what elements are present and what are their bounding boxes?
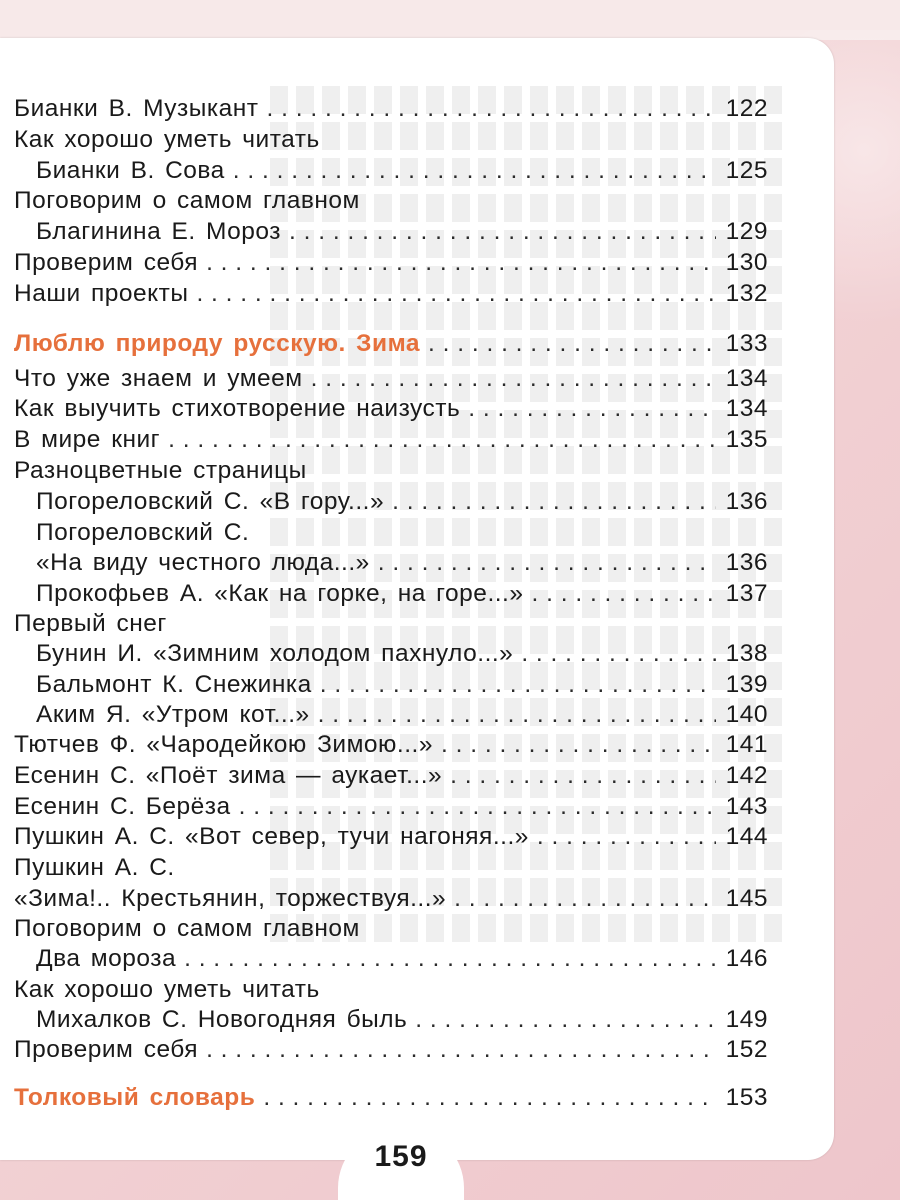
toc-entry-page: 139 — [725, 671, 768, 698]
dot-leader — [176, 944, 716, 974]
dot-leader — [529, 822, 716, 852]
toc-entry-title: Прокофьев А. «Как на горке, на горе...» — [36, 580, 524, 607]
toc-entry — [14, 425, 768, 455]
toc-entry-title: Благинина Е. Мороз — [36, 218, 281, 245]
toc-entry-page: 143 — [725, 793, 768, 820]
toc-entry-page: 122 — [725, 95, 768, 122]
dot-leader — [446, 884, 715, 914]
toc-entry-page: 129 — [725, 218, 768, 245]
toc-entry — [36, 518, 768, 548]
toc-entry-page: 132 — [725, 280, 768, 307]
toc-entry — [14, 364, 768, 394]
toc-entry-page: 134 — [725, 365, 768, 392]
toc-entry-page: 141 — [725, 731, 768, 758]
dot-leader — [433, 730, 716, 760]
toc-entry-title: Поговорим о самом главном — [14, 187, 360, 214]
toc-entry — [36, 670, 768, 700]
toc-entry — [14, 822, 768, 852]
dot-leader — [255, 1083, 715, 1113]
toc-entry — [36, 639, 768, 669]
toc-entry — [14, 853, 768, 883]
toc-entry-title: Погореловский С. «В гору...» — [36, 488, 385, 515]
toc-entry-page: 133 — [725, 330, 768, 357]
toc-entry-page: 146 — [725, 945, 768, 972]
toc-entry-page: 152 — [725, 1036, 768, 1063]
toc-entry-title: Бальмонт К. Снежинка — [36, 671, 312, 698]
toc-entry-title: Бианки В. Музыкант — [14, 95, 259, 122]
toc-entry-title: Бунин И. «Зимним холодом пахнуло...» — [36, 640, 514, 667]
toc-entry-title: Наши проекты — [14, 280, 189, 307]
toc-entry — [14, 1035, 768, 1065]
dot-leader — [310, 700, 716, 730]
toc-entry — [14, 914, 768, 944]
dot-leader — [384, 487, 716, 517]
toc-entry — [36, 156, 768, 186]
dot-leader — [198, 1035, 716, 1065]
toc-entry-title: Проверим себя — [14, 249, 199, 276]
toc-entry — [36, 217, 768, 247]
dot-leader — [442, 761, 715, 791]
page-number: 159 — [374, 1140, 428, 1173]
toc-entry — [36, 944, 768, 974]
dot-leader — [312, 670, 716, 700]
toc-entry-title: Погореловский С. — [36, 519, 250, 546]
toc-entry — [36, 1005, 768, 1035]
toc-entry — [14, 792, 768, 822]
toc-entry — [14, 884, 768, 914]
dot-leader — [225, 156, 716, 186]
dot-leader — [420, 329, 716, 359]
toc-entry-page: 130 — [725, 249, 768, 276]
toc-entry-title: Толковый словарь — [14, 1084, 256, 1111]
toc-entry-title: «Зима!.. Крестьянин, торжествуя...» — [14, 885, 447, 912]
toc-entry-page: 145 — [725, 885, 768, 912]
toc-section-heading — [14, 1083, 768, 1113]
toc-entry-title: Люблю природу русскую. Зима — [14, 330, 420, 357]
toc-entry — [14, 248, 768, 278]
toc-entry-title: Проверим себя — [14, 1036, 199, 1063]
dot-leader — [198, 248, 716, 278]
toc-entry-page: 125 — [725, 157, 768, 184]
toc-entry — [14, 125, 768, 155]
toc-entry-title: Первый снег — [14, 610, 167, 637]
toc-entry-title: Как выучить стихотворение наизусть — [14, 395, 461, 422]
toc-entry-page: 140 — [725, 701, 768, 728]
toc-entry-page: 142 — [725, 762, 768, 789]
dot-leader — [407, 1005, 715, 1035]
toc-entry — [14, 730, 768, 760]
dot-leader — [460, 394, 715, 424]
toc-entry-title: «На виду честного люда...» — [36, 549, 370, 576]
toc-entry-title: В мире книг — [14, 426, 161, 453]
toc-entry-title: Бианки В. Сова — [36, 157, 225, 184]
toc-entry — [14, 394, 768, 424]
toc-entry-page: 144 — [725, 823, 768, 850]
toc-entry-page: 135 — [725, 426, 768, 453]
toc-entry-title: Пушкин А. С. «Вот север, тучи нагоняя...» — [14, 823, 529, 850]
toc-entry — [14, 279, 768, 309]
background-top — [0, 0, 900, 40]
toc-entry-page: 134 — [725, 395, 768, 422]
toc-entry-page: 137 — [725, 580, 768, 607]
toc-entry-title: Михалков С. Новогодняя быль — [36, 1006, 408, 1033]
toc-entry-page: 153 — [725, 1084, 768, 1111]
dot-leader — [231, 792, 716, 822]
dot-leader — [281, 217, 716, 247]
toc-entry-title: Разноцветные страницы — [14, 457, 307, 484]
toc-entry — [36, 700, 768, 730]
toc-entry — [14, 94, 768, 124]
toc-entry — [36, 548, 768, 578]
book-page — [0, 38, 834, 1160]
dot-leader — [160, 425, 716, 455]
toc-entry-page: 136 — [725, 488, 768, 515]
dot-leader — [303, 364, 716, 394]
toc-entry-page: 149 — [725, 1006, 768, 1033]
toc-entry-title: Есенин С. Берёза — [14, 793, 231, 820]
toc-entry — [14, 761, 768, 791]
toc-entry-title: Аким Я. «Утром кот...» — [36, 701, 310, 728]
toc-entry-page: 138 — [725, 640, 768, 667]
toc-entry-title: Как хорошо уметь читать — [14, 126, 320, 153]
toc-entry-title: Два мороза — [36, 945, 177, 972]
toc-entry-title: Поговорим о самом главном — [14, 915, 360, 942]
toc-entry-title: Пушкин А. С. — [14, 854, 175, 881]
toc-section-heading — [14, 329, 768, 359]
dot-leader — [188, 279, 715, 309]
toc-entry — [14, 186, 768, 216]
toc-entry — [36, 579, 768, 609]
dot-leader — [513, 639, 715, 669]
toc-entry-title: Есенин С. «Поёт зима — аукает...» — [14, 762, 443, 789]
toc-entry-title: Как хорошо уметь читать — [14, 976, 320, 1003]
dot-leader — [523, 579, 715, 609]
toc-entry-title: Что уже знаем и умеем — [14, 365, 303, 392]
toc-entry-title: Тютчев Ф. «Чародейкою Зимою...» — [14, 731, 433, 758]
toc-entry-page: 136 — [725, 549, 768, 576]
toc-entry — [14, 609, 768, 639]
dot-leader — [259, 94, 716, 124]
toc-entry — [36, 487, 768, 517]
toc-entry — [14, 975, 768, 1005]
dot-leader — [370, 548, 716, 578]
toc-entry — [14, 456, 768, 486]
